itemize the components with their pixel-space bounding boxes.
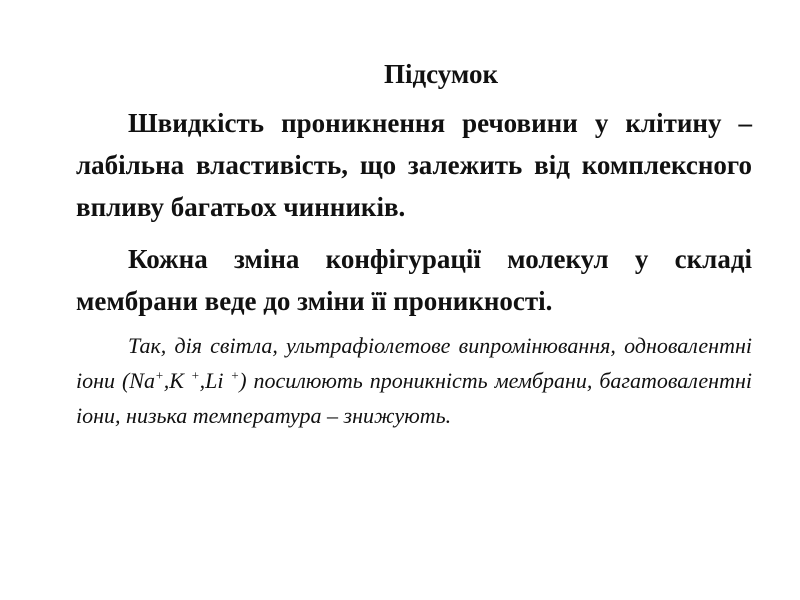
slide-title: Підсумок (383, 59, 499, 89)
summary-paragraph-1 (76, 102, 752, 228)
note-part-4: ) посилюють проникність мембрани, багатовалентні іони, низька температура – знижують. (76, 368, 752, 428)
note-part-2: ,K (163, 368, 191, 393)
note-sup-3: + (230, 367, 240, 383)
note-sup-2: + (190, 367, 200, 383)
note-sup-1: + (154, 367, 164, 383)
summary-paragraph-2 (76, 238, 752, 322)
paragraph-1-text: Швидкість проникнення речовини у клітину – лабільна властивість, що залежить від комплексного впливу багатьох чинників. (76, 108, 752, 222)
note-part-1: Так, дія світла, ультрафіолетове випромінювання, одновалентні іони (Na (76, 333, 752, 393)
paragraph-2-text: Кожна зміна конфігурації молекул у складі мембрани веде до зміни її проникності. (76, 244, 752, 316)
slide-content (76, 54, 752, 433)
note-part-3: ,Li (199, 368, 231, 393)
example-note (76, 328, 752, 433)
